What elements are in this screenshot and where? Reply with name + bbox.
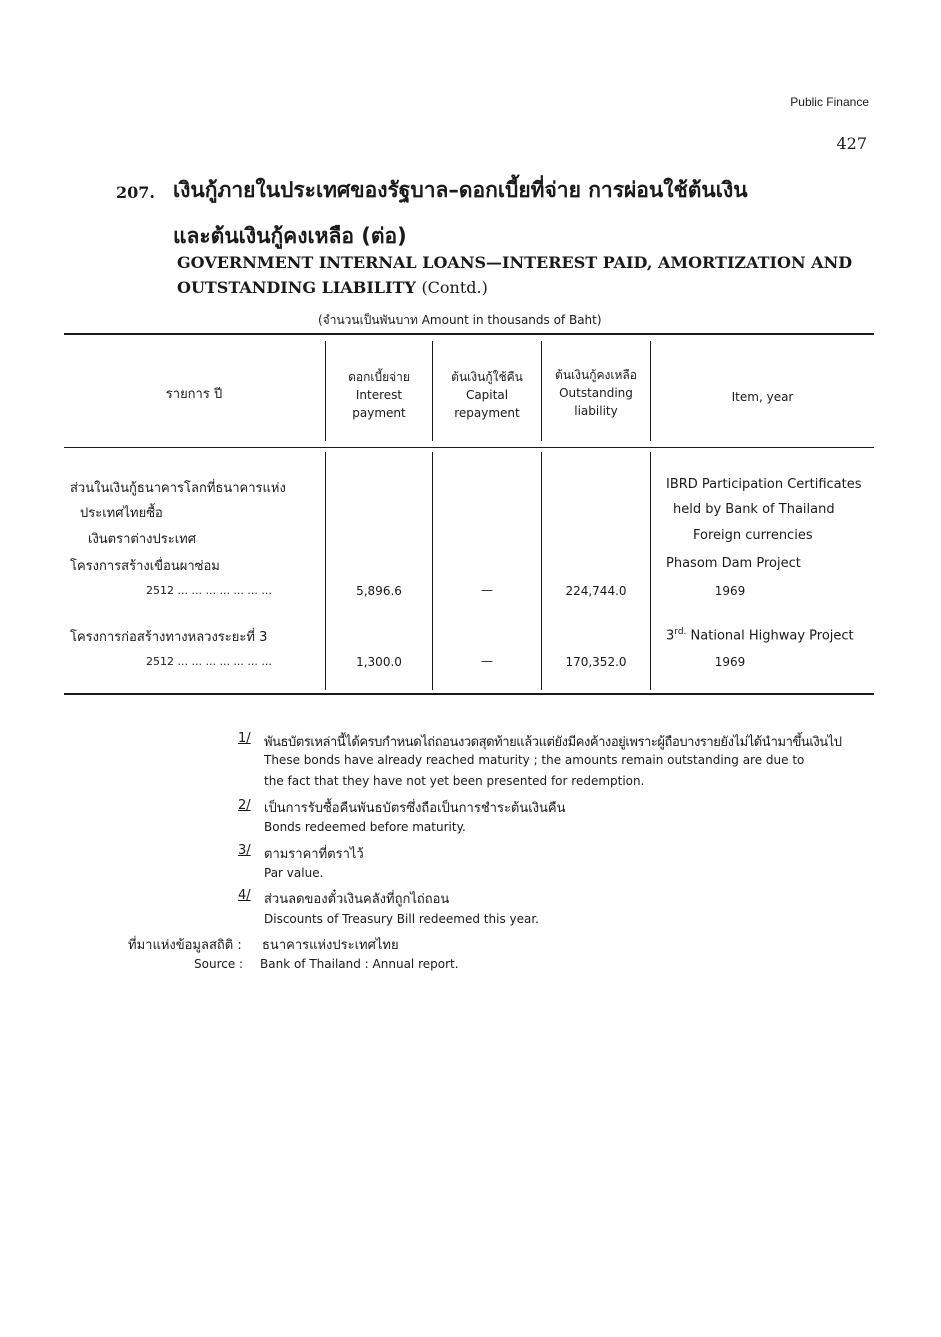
footnote-4-mark: 4/ [238, 888, 251, 903]
footnote-1-mark: 1/ [238, 731, 251, 746]
title-thai-line1: เงินกู้ภายในประเทศของรัฐบาล–ดอกเบี้ยที่จ่าย การผ่อนใช้ต้นเงิน [173, 178, 748, 202]
row-thai-4: โครงการสร้างเขื่อนผาซ่อม [70, 559, 220, 574]
footnote-4-english: Discounts of Treasury Bill redeemed this year. [264, 912, 539, 926]
header-interest [326, 368, 432, 422]
row-thai-1: ส่วนในเงินกู้ธนาคารโลกที่ธนาคารแห่ง [70, 481, 286, 496]
source-thai-value: ธนาคารแห่งประเทศไทย [262, 938, 399, 953]
row-english-2: held by Bank of Thailand [673, 502, 835, 517]
title-contd: (Contd.) [421, 278, 488, 297]
row-outstanding-2: 170,352.0 [565, 655, 627, 669]
footnote-2-english: Bonds redeemed before maturity. [264, 820, 466, 834]
highway-project-name: National Highway Project [690, 628, 854, 644]
title-english-main: OUTSTANDING LIABILITY [177, 278, 416, 297]
row-english-4: Phasom Dam Project [666, 556, 801, 571]
header-capital-en1: Capital [465, 388, 509, 402]
unit-note: (จำนวนเป็นพันบาท Amount in thousands of Baht) [318, 313, 602, 327]
header-outstanding-en2: liability [574, 404, 618, 418]
source-english-value: Bank of Thailand : Annual report. [260, 957, 459, 971]
table-number: 207. [116, 183, 155, 202]
header-outstanding-en1: Outstanding [559, 386, 633, 400]
header-capital-en2: repayment [454, 406, 520, 420]
col-sep-4-body [650, 452, 651, 690]
source-english-label: Source : [194, 957, 244, 971]
row-year-1: 2512 ... ... ... ... ... ... ... [146, 584, 272, 597]
footnote-2-mark: 2/ [238, 798, 251, 813]
row-thai-6: โครงการก่อสร้างทางหลวงระยะที่ 3 [70, 630, 268, 645]
highway-ordinal-suffix: rd. [674, 627, 687, 637]
header-capital [433, 368, 541, 422]
row-thai-3: เงินตราต่างประเทศ [88, 532, 196, 547]
row-english-year-2: 1969 [714, 655, 746, 669]
title-thai-line2: และต้นเงินกู้คงเหลือ (ต่อ) [173, 224, 407, 248]
header-outstanding-thai: ต้นเงินกู้คงเหลือ [555, 368, 637, 382]
row-english-6 [666, 627, 854, 643]
row-interest-1: 5,896.6 [356, 584, 402, 598]
header-interest-en2: payment [352, 406, 406, 420]
row-english-3: Foreign currencies [693, 528, 813, 543]
footnote-3-thai: ตามราคาที่ตราไว้ [264, 847, 364, 862]
title-english-line1: GOVERNMENT INTERNAL LOANS—INTEREST PAID, AMORTIZATION AND [177, 253, 853, 272]
footnote-3-english: Par value. [264, 866, 324, 880]
row-capital-1: — [481, 583, 493, 597]
footnote-1-thai: พันธบัตรเหล่านี้ได้ครบกำหนดไถ่ถอนงวดสุดท้ายแล้วแต่ยังมีคงค้างอยู่เพราะผู้ถือบางรายยังไม่ได้นำมาขึ้นเงินไป [264, 735, 842, 750]
table-header-rule [64, 447, 874, 448]
row-thai-2: ประเทศไทยซื้อ [80, 506, 163, 521]
footnote-1-english-2: the fact that they have not yet been presented for redemption. [264, 774, 645, 788]
row-capital-2: — [481, 654, 493, 668]
header-item-thai: รายการ ปี [165, 387, 223, 402]
row-english-year-1: 1969 [714, 584, 746, 598]
title-english-line2 [177, 278, 488, 297]
page-number: 427 [836, 134, 867, 153]
header-capital-thai: ต้นเงินกู้ใช้คืน [451, 370, 523, 384]
header-item-english: Item, year [731, 390, 794, 404]
running-header: Public Finance [790, 95, 869, 109]
footnote-3-mark: 3/ [238, 843, 251, 858]
footnote-1-english-1: These bonds have already reached maturity ; the amounts remain outstanding are due to [264, 753, 805, 767]
row-interest-2: 1,300.0 [356, 655, 402, 669]
table-top-rule [64, 333, 874, 335]
header-interest-thai: ดอกเบี้ยจ่าย [348, 370, 410, 384]
highway-ordinal: 3 [666, 628, 675, 644]
row-year-2: 2512 ... ... ... ... ... ... ... [146, 655, 272, 668]
header-interest-en1: Interest [355, 388, 403, 402]
header-outstanding [542, 366, 650, 420]
footnote-4-thai: ส่วนลดของตั๋วเงินคลังที่ถูกไถ่ถอน [264, 892, 450, 907]
row-outstanding-1: 224,744.0 [565, 584, 627, 598]
footnote-2-thai: เป็นการรับซื้อคืนพันธบัตรซึ่งถือเป็นการชำระต้นเงินคืน [264, 801, 566, 816]
table-bottom-rule [64, 693, 874, 695]
row-english-1: IBRD Participation Certificates [666, 477, 862, 492]
source-thai-label: ที่มาแห่งข้อมูลสถิติ : [128, 938, 242, 953]
